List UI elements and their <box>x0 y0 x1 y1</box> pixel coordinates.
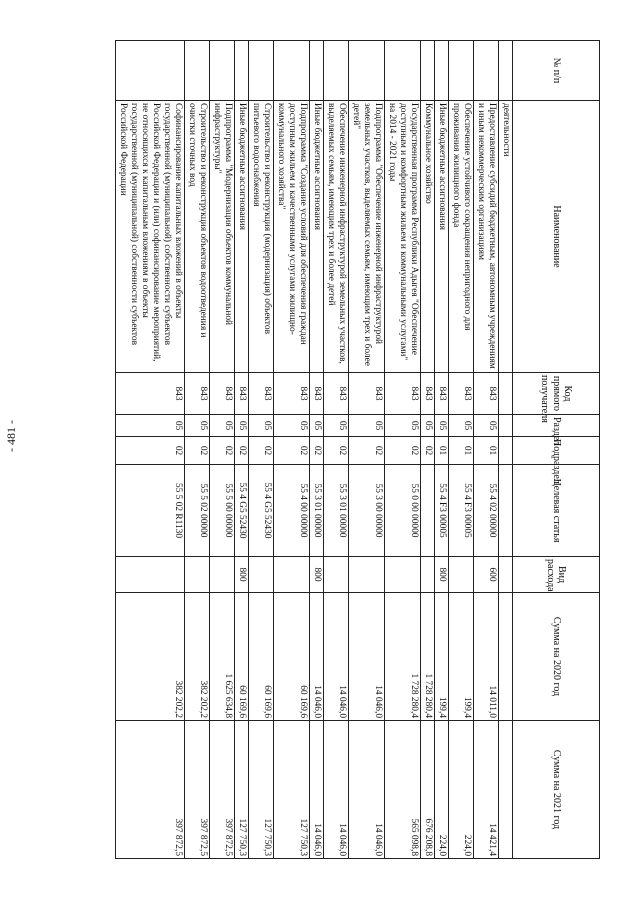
rotated-budget-table-container <box>60 40 600 858</box>
cell-num <box>385 41 421 101</box>
cell-sum2020: 60 169,6 <box>249 593 274 721</box>
cell-target: 55 5 02 00000 <box>185 465 210 557</box>
cell-sum2021: 397 872,5 <box>210 721 235 859</box>
cell-name: Подпрограмма "Создание условий для обеспечения граждан доступным жильем и качественными услугами жилищно-коммунального хозяйства" <box>274 101 310 373</box>
header-sum2021: Сумма на 2021 год <box>513 721 600 859</box>
cell-name: Обеспечение инженерной инфраструктурой земельных участков, выделяемых семьям, имеющим трех и более детей <box>324 101 349 373</box>
cell-sum2021: 127 750,3 <box>274 721 310 859</box>
cell-razdel: 05 <box>449 415 474 437</box>
cell-razdel: 05 <box>116 415 185 437</box>
cell-target: 55 3 01 00000 <box>324 465 349 557</box>
cell-podrazdel: 01 <box>435 437 449 465</box>
cell-sum2020: 14 046,0 <box>310 593 324 721</box>
cell-target: 55 4 F3 00005 <box>435 465 449 557</box>
cell-razdel: 05 <box>249 415 274 437</box>
table-row <box>349 41 385 859</box>
cell-code: 843 <box>210 373 235 415</box>
cell-vid <box>185 557 210 593</box>
cell-name: Строительство и реконструкция объектов водоотведения и очистки сточных вод <box>185 101 210 373</box>
cell-vid <box>324 557 349 593</box>
cell-sum2020: 199,4 <box>449 593 474 721</box>
cell-code <box>499 373 513 415</box>
cell-podrazdel: 02 <box>385 437 421 465</box>
cell-sum2020: 60 169,6 <box>274 593 310 721</box>
cell-sum2020: 199,4 <box>435 593 449 721</box>
cell-num <box>435 41 449 101</box>
cell-podrazdel: 01 <box>474 437 499 465</box>
cell-code: 843 <box>474 373 499 415</box>
cell-podrazdel: 02 <box>349 437 385 465</box>
header-num: № п/п <box>513 41 600 101</box>
cell-target: 55 5 00 00000 <box>210 465 235 557</box>
cell-podrazdel <box>499 437 513 465</box>
table-row <box>474 41 499 859</box>
cell-podrazdel: 02 <box>235 437 249 465</box>
cell-podrazdel: 02 <box>116 437 185 465</box>
cell-name: деятельности <box>499 101 513 373</box>
cell-num <box>185 41 210 101</box>
cell-vid <box>449 557 474 593</box>
table-row <box>235 41 249 859</box>
cell-sum2021: 14 421,4 <box>474 721 499 859</box>
cell-sum2021: 127 750,3 <box>249 721 274 859</box>
cell-vid <box>116 557 185 593</box>
cell-razdel: 05 <box>349 415 385 437</box>
cell-razdel <box>499 415 513 437</box>
cell-vid: 800 <box>435 557 449 593</box>
cell-code: 843 <box>324 373 349 415</box>
table-row <box>324 41 349 859</box>
table-row <box>310 41 324 859</box>
cell-vid <box>210 557 235 593</box>
cell-sum2021: 14 046,0 <box>310 721 324 859</box>
cell-target: 55 4 G5 52430 <box>235 465 249 557</box>
cell-podrazdel: 02 <box>310 437 324 465</box>
cell-num <box>421 41 435 101</box>
table-row <box>249 41 274 859</box>
cell-name: Иные бюджетные ассигнования <box>435 101 449 373</box>
cell-sum2020: 1 728 280,4 <box>421 593 435 721</box>
cell-name: Предоставление субсидий бюджетным, автономным учреждениям и иным некоммерческим организациям <box>474 101 499 373</box>
cell-razdel: 05 <box>324 415 349 437</box>
cell-razdel: 05 <box>274 415 310 437</box>
cell-target: 55 4 G5 52430 <box>249 465 274 557</box>
page-number: - 481 - <box>4 420 18 452</box>
cell-code: 843 <box>421 373 435 415</box>
cell-sum2021: 14 046,0 <box>349 721 385 859</box>
cell-vid <box>499 557 513 593</box>
cell-code: 843 <box>185 373 210 415</box>
cell-sum2020: 14 046,0 <box>324 593 349 721</box>
cell-sum2020: 382 202,2 <box>185 593 210 721</box>
cell-num <box>249 41 274 101</box>
cell-code: 843 <box>385 373 421 415</box>
cell-target: 55 4 F3 00005 <box>449 465 474 557</box>
table-row <box>116 41 185 859</box>
table-row <box>385 41 421 859</box>
cell-code: 843 <box>449 373 474 415</box>
cell-sum2021: 14 046,0 <box>324 721 349 859</box>
cell-podrazdel: 02 <box>421 437 435 465</box>
table-header-row <box>513 41 600 859</box>
cell-name: Государственная программа Республики Адыгея "Обеспечение доступным и комфортным жильем и коммунальными услугами" на 2014 - 2021 годы <box>385 101 421 373</box>
cell-name: Софинансирование капитальных вложений в объекты государственной (муниципальной) собственности субъектов Российской Федерации и (или) софинансирование мероприятий, не относящихся к капитальным вложениям в объекты государственной (муниципальной) собственности субъектов Российской Федерации <box>116 101 185 373</box>
cell-code: 843 <box>349 373 385 415</box>
cell-vid <box>274 557 310 593</box>
cell-razdel: 05 <box>210 415 235 437</box>
cell-code: 843 <box>310 373 324 415</box>
cell-podrazdel: 02 <box>185 437 210 465</box>
cell-name: Иные бюджетные ассигнования <box>310 101 324 373</box>
cell-vid <box>421 557 435 593</box>
header-code: Код прямого получателя <box>513 373 600 415</box>
cell-podrazdel: 02 <box>210 437 235 465</box>
cell-sum2021: 127 750,3 <box>235 721 249 859</box>
table-row <box>274 41 310 859</box>
header-name: Наименование <box>513 101 600 373</box>
cell-razdel: 05 <box>435 415 449 437</box>
cell-code: 843 <box>116 373 185 415</box>
cell-num <box>349 41 385 101</box>
cell-target: 55 3 00 00000 <box>349 465 385 557</box>
cell-sum2020: 1 728 280,4 <box>385 593 421 721</box>
header-sum2020: Сумма на 2020 год <box>513 593 600 721</box>
cell-podrazdel: 02 <box>274 437 310 465</box>
header-razdel: Раздел <box>513 415 600 437</box>
cell-num <box>274 41 310 101</box>
cell-name: Подпрограмма "Модернизация объектов коммунальной инфраструктуры" <box>210 101 235 373</box>
cell-num <box>449 41 474 101</box>
table-row <box>421 41 435 859</box>
cell-code: 843 <box>274 373 310 415</box>
cell-vid <box>249 557 274 593</box>
cell-name: Строительство и реконструкция (модернизация) объектов питьевого водоснабжения <box>249 101 274 373</box>
cell-num <box>474 41 499 101</box>
cell-code: 843 <box>249 373 274 415</box>
cell-name: Иные бюджетные ассигнования <box>235 101 249 373</box>
cell-sum2020: 1 625 634,8 <box>210 593 235 721</box>
cell-sum2021: 224,0 <box>449 721 474 859</box>
table-row <box>185 41 210 859</box>
cell-code: 843 <box>435 373 449 415</box>
cell-razdel: 05 <box>421 415 435 437</box>
header-podrazdel: Подраздел <box>513 437 600 465</box>
cell-num <box>210 41 235 101</box>
budget-table <box>115 40 600 859</box>
cell-razdel: 05 <box>235 415 249 437</box>
cell-target <box>499 465 513 557</box>
cell-vid: 800 <box>235 557 249 593</box>
cell-target <box>421 465 435 557</box>
cell-razdel: 05 <box>185 415 210 437</box>
cell-podrazdel: 02 <box>324 437 349 465</box>
cell-vid: 600 <box>474 557 499 593</box>
cell-name: Коммунальное хозяйство <box>421 101 435 373</box>
cell-sum2020: 60 169,6 <box>235 593 249 721</box>
cell-sum2021: 397 872,5 <box>185 721 210 859</box>
cell-num <box>310 41 324 101</box>
cell-target: 55 4 02 00000 <box>474 465 499 557</box>
cell-target: 55 5 02 R1130 <box>116 465 185 557</box>
header-vid: Вид расхода <box>513 557 600 593</box>
cell-name: Подпрограмма "Обеспечение инженерной инфраструктурой земельных участков, выделяемых семьям, имеющим трех и более детей" <box>349 101 385 373</box>
cell-num <box>499 41 513 101</box>
cell-name: Обеспечение устойчивого сокращения непригодного для проживания жилищного фонда <box>449 101 474 373</box>
cell-target: 55 4 00 00000 <box>274 465 310 557</box>
cell-num <box>235 41 249 101</box>
cell-target: 55 0 00 00000 <box>385 465 421 557</box>
cell-sum2021: 224,0 <box>435 721 449 859</box>
cell-vid: 800 <box>310 557 324 593</box>
cell-podrazdel: 01 <box>449 437 474 465</box>
table-row <box>449 41 474 859</box>
cell-sum2021: 397 872,5 <box>116 721 185 859</box>
cell-sum2021 <box>499 721 513 859</box>
cell-code: 843 <box>235 373 249 415</box>
cell-razdel: 05 <box>310 415 324 437</box>
cell-razdel: 05 <box>474 415 499 437</box>
cell-podrazdel: 02 <box>249 437 274 465</box>
cell-sum2021: 676 208,8 <box>421 721 435 859</box>
header-target: Целевая статья <box>513 465 600 557</box>
cell-target: 55 3 01 00000 <box>310 465 324 557</box>
table-row <box>210 41 235 859</box>
table-row <box>499 41 513 859</box>
cell-sum2020 <box>499 593 513 721</box>
cell-sum2020: 382 202,2 <box>116 593 185 721</box>
cell-vid <box>385 557 421 593</box>
cell-sum2020: 14 011,0 <box>474 593 499 721</box>
cell-num <box>116 41 185 101</box>
cell-vid <box>349 557 385 593</box>
cell-num <box>324 41 349 101</box>
cell-sum2021: 565 098,8 <box>385 721 421 859</box>
cell-razdel: 05 <box>385 415 421 437</box>
table-row <box>435 41 449 859</box>
cell-sum2020: 14 046,0 <box>349 593 385 721</box>
